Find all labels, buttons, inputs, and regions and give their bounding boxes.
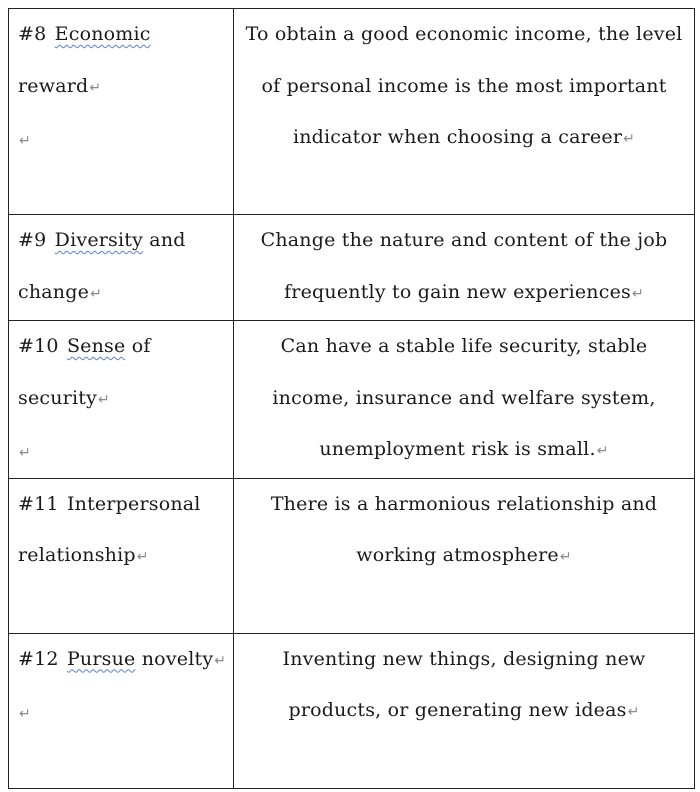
paragraph-mark-icon [90,286,102,302]
table-row [9,478,695,633]
value-description-cell [234,321,695,479]
value-title-rest: reward [18,74,89,97]
value-number: #8 [18,23,47,45]
table-row [9,215,695,321]
empty-paragraph [18,687,227,739]
value-title-underlined: Sense [66,335,126,357]
value-description-cell [234,478,695,633]
table-row [9,633,695,788]
value-name-cell [9,9,234,215]
paragraph-mark-icon [597,443,609,459]
paragraph-mark-icon [98,392,110,408]
paragraph-mark-icon [628,704,640,720]
value-title-rest: and change [18,229,186,303]
paragraph-mark-icon [19,706,31,722]
career-values-table [8,8,695,789]
value-description-cell [234,215,695,321]
paragraph-mark-icon [623,131,635,147]
paragraph-mark-icon [214,653,226,669]
value-title-underlined: Pursue [66,647,136,670]
value-description-cell [234,633,695,788]
value-name-cell [9,633,234,788]
value-number: #10 [18,335,59,357]
empty-paragraph [18,426,227,478]
value-name-cell [9,321,234,479]
paragraph-mark-icon [89,80,101,96]
value-title-underlined: Economic [54,23,151,45]
value-title-underlined: Diversity [54,229,144,251]
paragraph-mark-icon [632,286,644,302]
empty-paragraph [18,114,227,166]
value-description-cell [234,9,695,215]
value-number: #9 [18,229,47,251]
paragraph-mark-icon [560,549,572,565]
value-name-cell [9,478,234,633]
table-row [9,9,695,215]
paragraph-mark-icon [137,549,149,565]
value-name-cell [9,215,234,321]
value-title-rest: of security [18,335,151,409]
value-description: Inventing new things, designing new products, or generating new ideas [282,647,646,721]
value-description: To obtain a good economic income, the level of personal income is the most important indicator when choosing a career [245,23,683,148]
paragraph-mark-icon [19,445,31,461]
value-number: #11 [18,492,59,515]
value-title-rest: Interpersonal relationship [18,492,201,566]
value-description: Change the nature and content of the job frequently to gain new experiences [260,229,668,303]
value-description: There is a harmonious relationship and working atmosphere [270,492,658,566]
value-title-rest: novelty [141,647,214,670]
table-row [9,321,695,479]
value-number: #12 [18,647,59,670]
value-description: Can have a stable life security, stable income, insurance and welfare system, unemployment risk is small. [272,335,656,460]
paragraph-mark-icon [19,133,31,149]
